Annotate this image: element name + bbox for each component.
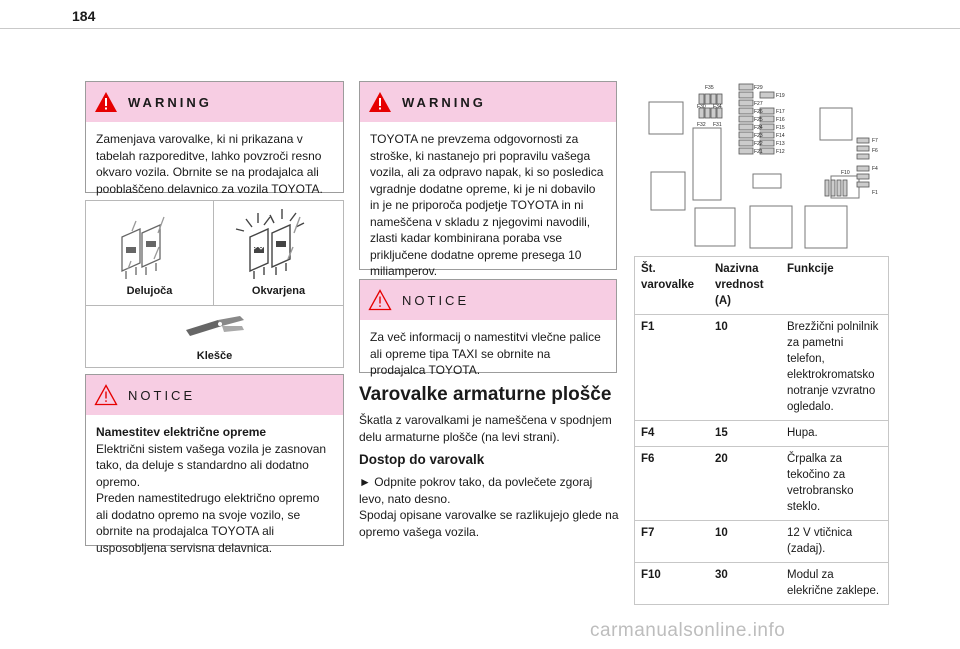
fuse-amps: 20 [709, 447, 781, 521]
notice-header [86, 375, 343, 415]
label-f14: F14 [776, 133, 785, 139]
label-f10: F10 [841, 170, 850, 176]
label-f29: F29 [754, 85, 763, 91]
fuse-blown-label: Okvarjena [251, 285, 306, 297]
access-subtitle: Dostop do varovalk [359, 452, 485, 467]
notice-text: Električni sistem vašega vozila je zasnovan tako, da deluje s standardno ali dodatno opremo. Preden namestitedrugo električno opremo ali dodatno opremo na svoje vozilo, se obrnite na prodajalca TOYOTA ali usposobljena servisna delavnica. [96, 441, 327, 555]
warning-title: WARNING [402, 94, 486, 110]
table-row [635, 447, 889, 521]
fuse-function: Črpalka za tekočino za vetrobransko steklo. [781, 447, 889, 521]
label-f35: F35 [705, 85, 714, 91]
label-f22: F22 [754, 141, 763, 147]
header-fuse-number: Št. varovalke [635, 257, 710, 315]
fuse-function: 12 V vtičnica (zadaj). [781, 521, 889, 563]
label-f32: F32 [697, 122, 706, 128]
fuse-function: Brezžični polnilnik za pametni telefon, elektrokromatsko notranje vzvratno ogledalo. [781, 315, 889, 421]
watermark-link[interactable]: carmanualsonline.info [590, 620, 786, 641]
table-row [635, 521, 889, 563]
fuse-function: Hupa. [781, 421, 889, 447]
warning-triangle-icon [368, 91, 392, 113]
table-row [635, 563, 889, 605]
label-f24: F24 [754, 125, 763, 131]
fuse-amps: 30 [709, 563, 781, 605]
fuse-id: F1 [635, 315, 710, 421]
pliers-cell [86, 306, 343, 367]
label-f30: F30 [697, 104, 706, 110]
fuse-amps: 10 [709, 521, 781, 563]
notice-header [360, 280, 616, 320]
label-f16: F16 [776, 117, 785, 123]
notice-box-towbar [359, 279, 617, 377]
label-f4: F4 [872, 166, 878, 172]
notice-triangle-icon [368, 289, 392, 311]
fuse-state-panel [85, 200, 344, 368]
section-intro: Škatla z varovalkami je nameščena v spodnjem delu armaturne plošče (na levi strani). [359, 413, 612, 444]
header-functions: Funkcije [781, 257, 889, 315]
label-f26: F26 [754, 109, 763, 115]
fuse-ok-cell [86, 201, 213, 305]
section-title: Varovalke armaturne plošče [359, 384, 612, 405]
pliers-label: Klešče [196, 350, 233, 362]
warning-box-liability [359, 81, 617, 278]
warning-triangle-icon [94, 91, 118, 113]
fuse-amps: 15 [709, 421, 781, 447]
table-header-row [635, 257, 889, 315]
fuse-id: F10 [635, 563, 710, 605]
blown-fuse-icon [214, 207, 343, 283]
fuse-function: Modul za elekrične zaklepe. [781, 563, 889, 605]
fuse-box-diagram [635, 80, 890, 250]
notice-title: NOTICE [402, 292, 470, 308]
fuse-id: F6 [635, 447, 710, 521]
label-f17: F17 [776, 109, 785, 115]
fuse-amps: 10 [709, 315, 781, 421]
table-row [635, 315, 889, 421]
warning-text: Zamenjava varovalke, ki ni prikazana v tabelah razporeditve, lahko povzroči resno okvaro vozila. Obrnite se na prodajalca ali pooblaščeno delavnico za vozila TOYOTA. [96, 132, 323, 196]
label-f31: F31 [713, 122, 722, 128]
label-f12: F12 [776, 149, 785, 155]
label-f25: F25 [754, 117, 763, 123]
page-number: 184 [72, 8, 96, 24]
pliers-icon [182, 312, 248, 342]
label-f19: F19 [776, 93, 785, 99]
notice-box-electrical [85, 374, 344, 555]
fuse-table [634, 256, 889, 605]
notice-text: Za več informacij o namestitvi vlečne palice ali opreme tipa TAXI se obrnite na prodajalca TOYOTA. [370, 330, 601, 377]
warning-header [86, 82, 343, 122]
header-rating: Nazivna vrednost (A) [709, 257, 781, 315]
fuse-blown-cell [214, 201, 343, 305]
warning-box-replacement [85, 81, 344, 196]
label-f21: F21 [754, 149, 763, 155]
notice-title: NOTICE [128, 387, 196, 403]
fuse-id: F7 [635, 521, 710, 563]
top-divider [0, 28, 960, 29]
label-f34: F34 [713, 104, 722, 110]
warning-text: TOYOTA ne prevzema odgovornosti za stroške, ki nastanejo pri popravilu vašega vozila, ali za odpravo napak, ki so posledica vgradnje dodatne opreme, ki je ni dobavilo in je ne priporoča podjetje TOYOTA in ni nameščena v skladu z njegovimi navodili, zlasti kadar kombinirana poraba vse priključene dodatne opreme presega 10 miliamperov. [370, 132, 604, 278]
label-f23: F23 [754, 133, 763, 139]
intact-fuse-icon [86, 207, 213, 283]
notice-heading: Namestitev električne opreme [96, 425, 267, 439]
notice-triangle-icon [94, 384, 118, 406]
warning-header [360, 82, 616, 122]
label-f27: F27 [754, 101, 763, 107]
table-row [635, 421, 889, 447]
label-f13: F13 [776, 141, 785, 147]
fuse-ok-label: Delujoča [126, 285, 173, 297]
label-f6: F6 [872, 148, 878, 154]
label-f7: F7 [872, 138, 878, 144]
warning-title: WARNING [128, 94, 212, 110]
fuse-id: F4 [635, 421, 710, 447]
label-f1: F1 [872, 190, 878, 196]
access-step: ► Odpnite pokrov tako, da povlečete zgoraj levo, nato desno. Spodaj opisane varovalke se razlikujejo glede na opremo vašega vozila. [359, 475, 619, 539]
label-f15: F15 [776, 125, 785, 131]
